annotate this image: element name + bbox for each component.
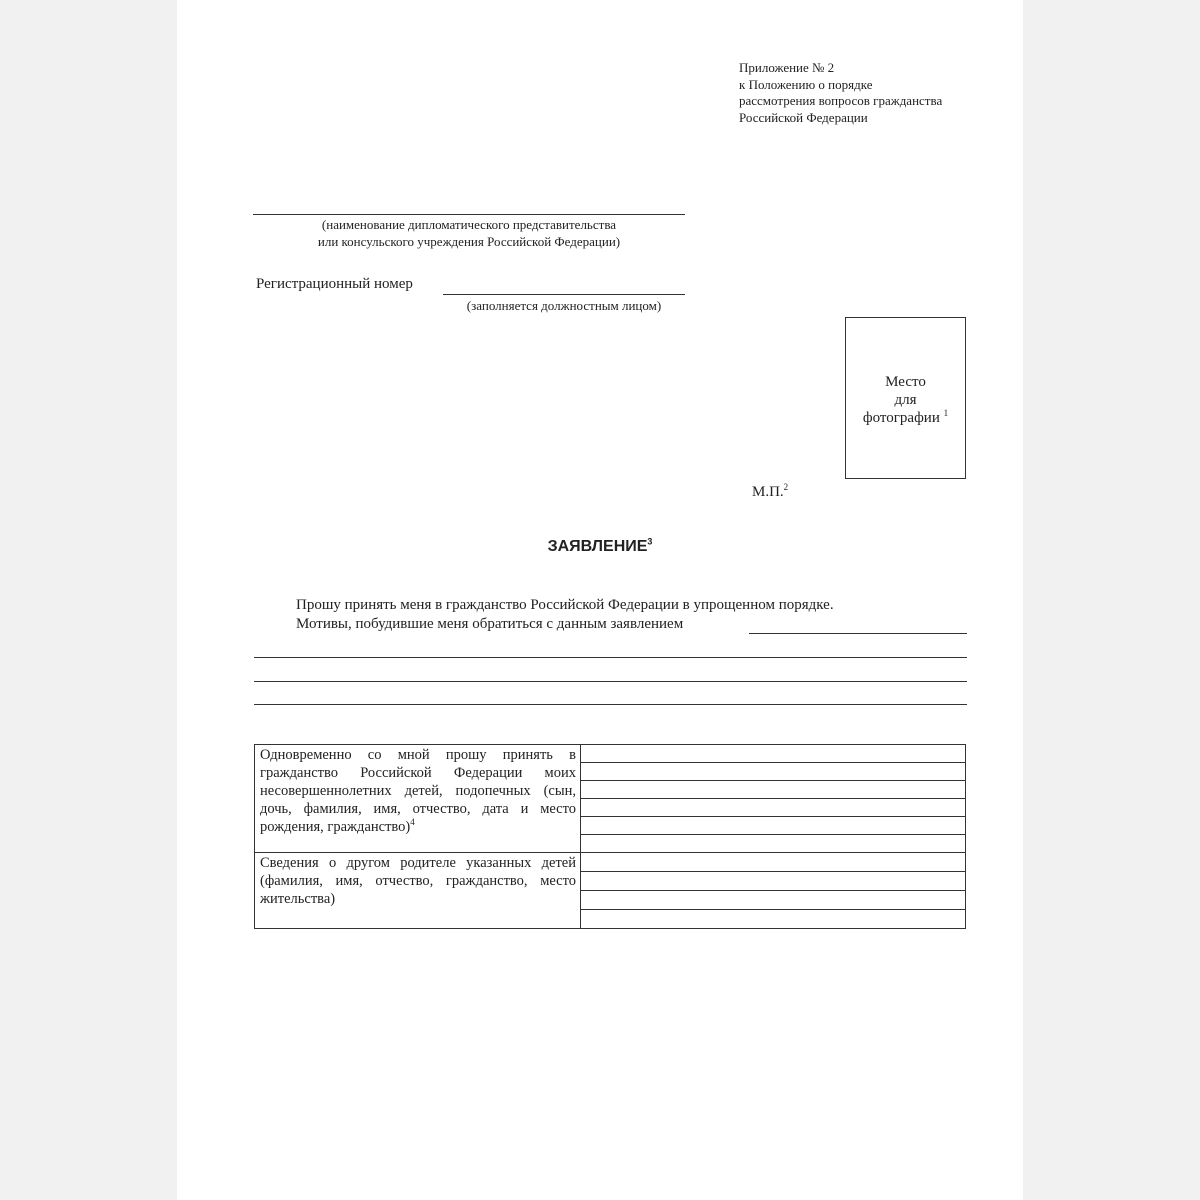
motives-field-line[interactable]	[254, 704, 967, 705]
registration-number-field[interactable]	[443, 294, 685, 295]
parent-label-cell	[255, 853, 581, 929]
embassy-name-field[interactable]	[253, 214, 685, 215]
photo-text-line: Место	[885, 374, 926, 390]
title-text: ЗАЯВЛЕНИЕ	[547, 538, 648, 555]
page-title	[177, 538, 1023, 556]
parent-entry-line[interactable]	[581, 891, 965, 910]
children-entry-line[interactable]	[581, 781, 965, 799]
parent-entry-line[interactable]	[581, 853, 965, 872]
motives-field-line[interactable]	[254, 681, 967, 682]
parent-label: Сведения о другом родителе указанных детей (фамилия, имя, отчество, гражданство, место жительства)	[260, 855, 576, 907]
appendix-header	[739, 60, 942, 126]
embassy-caption-line: (наименование дипломатического представительства	[321, 217, 617, 232]
request-line-1: Прошу принять меня в гражданство Российской Федерации в упрощенном порядке.	[296, 597, 834, 613]
footnote-marker: 1	[943, 408, 949, 418]
registration-caption: (заполняется должностным лицом)	[466, 298, 662, 313]
embassy-caption	[253, 216, 685, 250]
table-row	[255, 853, 966, 929]
children-entry-line[interactable]	[581, 817, 965, 835]
appendix-line: Российской Федерации	[739, 109, 868, 125]
children-entry-line[interactable]	[581, 745, 965, 763]
request-line-2: Мотивы, побудившие меня обратиться с данным заявлением	[296, 616, 684, 632]
children-table	[254, 744, 966, 929]
table-row	[255, 745, 966, 853]
appendix-line: к Положению о порядке	[739, 76, 873, 92]
footnote-marker: 3	[647, 536, 653, 547]
children-entries-cell	[581, 745, 966, 853]
motives-field[interactable]	[749, 633, 967, 634]
parent-entry-line[interactable]	[581, 872, 965, 891]
photo-text-line: фотографии	[862, 410, 940, 426]
children-label: Одновременно со мной прошу принять в гражданство Российской Федерации моих несовершеннолетних детей, подопечных (сын, дочь, фамилия, имя, отчество, дата и место рождения, гражданство)	[260, 747, 576, 835]
parent-entries-cell	[581, 853, 966, 929]
stamp-text: М.П.	[752, 484, 784, 500]
motives-field-line[interactable]	[254, 657, 967, 658]
children-entry-line[interactable]	[581, 799, 965, 817]
stamp-label	[752, 484, 788, 501]
embassy-caption-line: или консульского учреждения Российской Федерации)	[317, 234, 621, 249]
appendix-line: Приложение № 2	[739, 60, 835, 75]
document-page	[177, 0, 1023, 1200]
footnote-marker: 4	[410, 817, 415, 828]
children-entry-line[interactable]	[581, 835, 965, 852]
registration-label: Регистрационный номер	[256, 276, 413, 292]
appendix-line: рассмотрения вопросов гражданства	[739, 93, 943, 108]
parent-entry-line[interactable]	[581, 910, 965, 928]
photo-placeholder	[845, 317, 966, 479]
children-label-cell	[255, 745, 581, 853]
children-entry-line[interactable]	[581, 763, 965, 781]
footnote-marker: 2	[783, 482, 789, 492]
photo-text-line: для	[894, 392, 917, 408]
